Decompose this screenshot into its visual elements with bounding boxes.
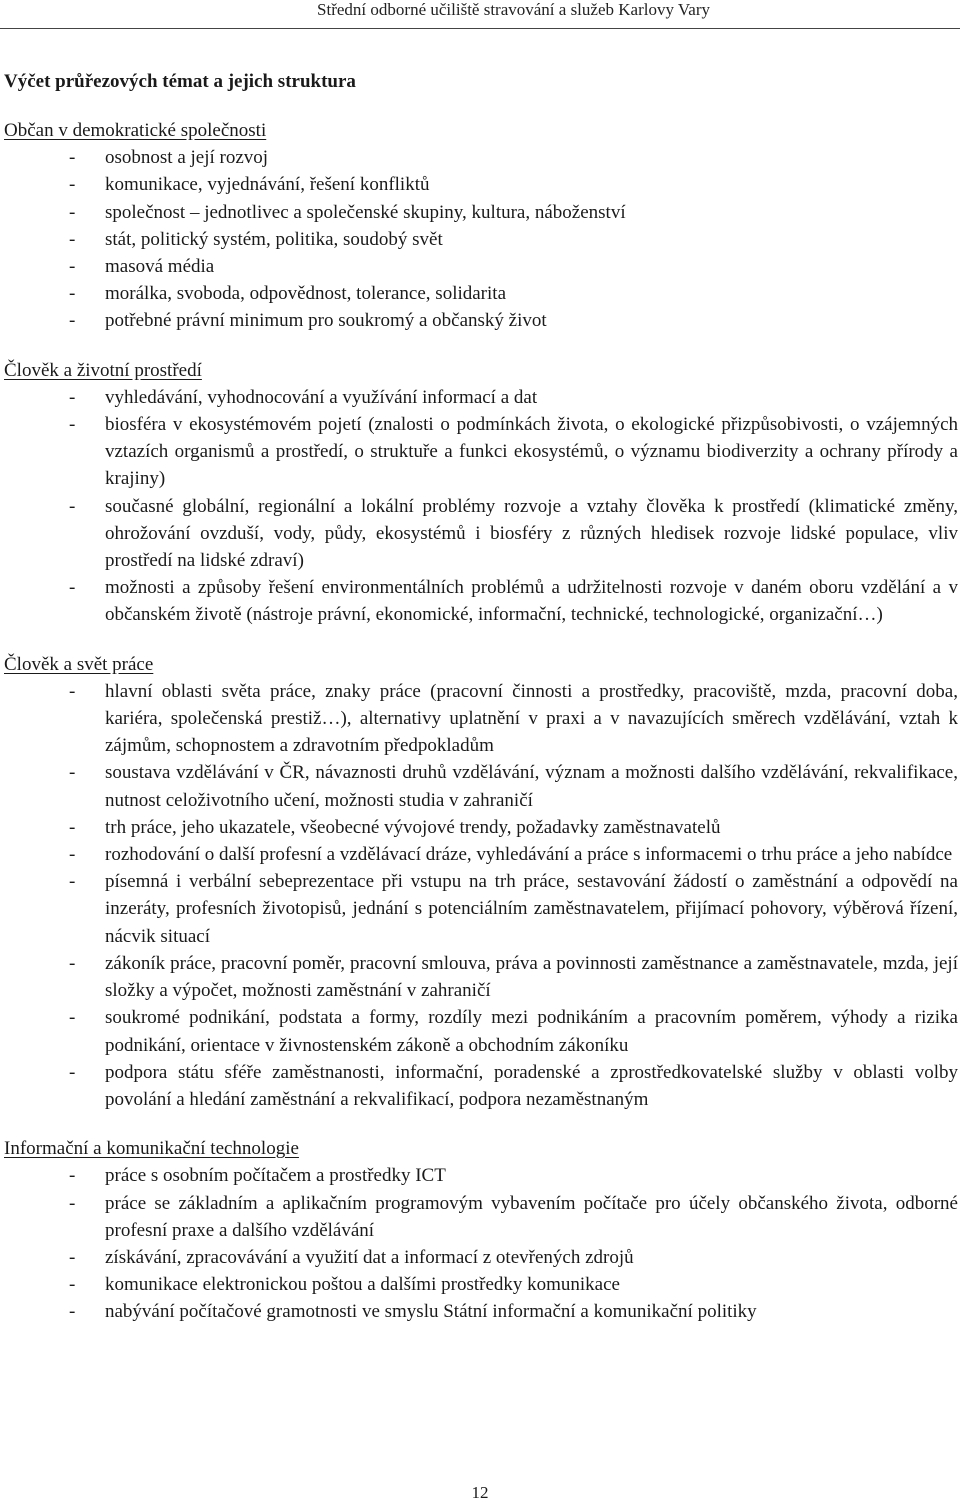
list-item-text: komunikace elektronickou poštou a dalšími prostředky komunikace [105, 1274, 620, 1296]
dash-bullet-icon: - [69, 386, 76, 408]
list-item [4, 280, 958, 307]
document-body [4, 68, 958, 1326]
list-item-text: morálka, svoboda, odpovědnost, tolerance, solidarita [105, 283, 507, 305]
dash-bullet-icon: - [69, 816, 76, 838]
dash-bullet-icon: - [69, 310, 76, 332]
list-item-text: získávání, zpracovávání a využití dat a informací z otevřených zdrojů [105, 1246, 634, 1268]
page-number: 12 [471, 1483, 489, 1502]
section-heading: Informační a komunikační technologie [4, 1138, 299, 1160]
list-item [4, 411, 958, 493]
list-item [4, 226, 958, 253]
dash-bullet-icon: - [69, 680, 76, 702]
section [4, 117, 958, 335]
dash-bullet-icon: - [69, 228, 76, 250]
list-item [4, 574, 958, 628]
page-header: Střední odborné učiliště stravování a služeb Karlovy Vary [317, 0, 710, 19]
dash-bullet-icon: - [69, 1274, 76, 1296]
dash-bullet-icon: - [69, 1061, 76, 1083]
section-heading: Člověk a životní prostředí [4, 359, 202, 381]
list-item [4, 307, 958, 334]
dash-bullet-icon: - [69, 844, 76, 866]
sections-container [4, 117, 958, 1326]
bullet-list [4, 144, 958, 334]
dash-bullet-icon: - [69, 256, 76, 278]
dash-bullet-icon: - [69, 1246, 76, 1268]
section-heading: Občan v demokratické společnosti [4, 120, 267, 141]
list-item [4, 1162, 958, 1189]
dash-bullet-icon: - [69, 762, 76, 784]
list-item [4, 199, 958, 226]
list-item-text: soukromé podnikání, podstata a formy, rozdíly mezi podnikáním a pracovním poměrem, výhody a rizika podnikání, orientace v živnostenském zákoně a obchodním zákoníku [105, 1007, 958, 1056]
list-item [4, 253, 958, 280]
dash-bullet-icon: - [69, 871, 76, 893]
list-item-text: zákoník práce, pracovní poměr, pracovní smlouva, práva a povinnosti zaměstnance a zaměstnavatele, mzda, její složky a výpočet, možnosti zaměstnání v zahraničí [105, 952, 958, 1002]
dash-bullet-icon: - [69, 1301, 76, 1323]
list-item [4, 950, 958, 1004]
list-item-text: biosféra v ekosystémovém pojetí (znalosti o podmínkách života, o ekologické přizpůsobivosti, o vzájemných vztazích organismů a prostředí, o struktuře a funkci ekosystémů, o významu biodiverzity a ochrany přírody a krajiny) [105, 414, 958, 490]
dash-bullet-icon: - [69, 1007, 76, 1029]
list-item [4, 144, 958, 171]
list-item [4, 1004, 958, 1058]
list-item [4, 1190, 958, 1244]
list-item [4, 1244, 958, 1271]
list-item [4, 1271, 958, 1298]
dash-bullet-icon: - [69, 283, 76, 305]
dash-bullet-icon: - [69, 952, 76, 974]
dash-bullet-icon: - [69, 201, 76, 223]
list-item-text: nabývání počítačové gramotnosti ve smyslu Státní informační a komunikační politiky [105, 1301, 757, 1323]
list-item-text: rozhodování o další profesní a vzdělávací dráze, vyhledávání a práce s informacemi o trhu práce a jeho nabídce [105, 844, 953, 866]
list-item [4, 678, 958, 760]
list-item [4, 814, 958, 841]
section [4, 651, 958, 1113]
list-item-text: osobnost a její rozvoj [105, 147, 269, 169]
list-item-text: práce se základním a aplikačním programovým vybavením počítače pro účely občanského života, odborné profesní praxe a dalšího vzdělávání [105, 1192, 958, 1241]
list-item-text: současné globální, regionální a lokální problémy rozvoje a vztahy člověka k prostředí (klimatické změny, ohrožování ovzduší, vody, půdy, ekosystémů i biosféry z různých hledisek rozvoje lidské populace, vliv prostředí na lidské zdraví) [105, 495, 958, 572]
list-item [4, 868, 958, 950]
list-item-text: podpora státu sféře zaměstnanosti, informační, poradenské a zprostředkovatelské služby v oblasti volby povolání a hledání zaměstnání a rekvalifikací, podpora nezaměstnaným [105, 1061, 958, 1110]
list-item-text: stát, politický systém, politika, soudobý svět [105, 228, 443, 250]
list-item [4, 841, 958, 868]
dash-bullet-icon: - [69, 1165, 76, 1187]
list-item-text: písemná i verbální sebeprezentace při vstupu na trh práce, sestavování žádostí o zaměstnání a odpovědí na inzeráty, profesních životopisů, jednání s potenciálním zaměstnavatelem, přijímací pohovory, výběrová řízení, nácvik situací [105, 871, 958, 947]
dash-bullet-icon: - [69, 495, 76, 517]
list-item [4, 759, 958, 813]
list-item-text: hlavní oblasti světa práce, znaky práce (pracovní činnosti a prostředky, pracoviště, mzda, pracovní doba, kariéra, společenská prestiž…), alternativy uplatnění v praxi a v navazujících směrech vzdělávání, vztah k zájmům, schopnostem a zdravotním předpokladům [105, 680, 958, 757]
list-item [4, 384, 958, 411]
list-item [4, 493, 958, 575]
bullet-list [4, 384, 958, 629]
dash-bullet-icon: - [69, 577, 76, 599]
list-item-text: práce s osobním počítačem a prostředky ICT [105, 1165, 446, 1187]
dash-bullet-icon: - [69, 174, 76, 196]
list-item-text: trh práce, jeho ukazatele, všeobecné vývojové trendy, požadavky zaměstnavatelů [105, 816, 721, 838]
list-item-text: možnosti a způsoby řešení environmentálních problémů a udržitelnosti rozvoje v daném oboru vzdělání a v občanském životě (nástroje právní, ekonomické, informační, technické, technologické, organizační…) [105, 577, 958, 626]
section-heading: Člověk a svět práce [4, 653, 154, 675]
header-divider [0, 28, 960, 29]
bullet-list [4, 1162, 958, 1325]
list-item [4, 1298, 958, 1325]
section [4, 357, 958, 629]
list-item-text: masová média [105, 256, 215, 278]
dash-bullet-icon: - [69, 414, 76, 436]
list-item [4, 171, 958, 198]
bullet-list [4, 678, 958, 1113]
list-item-text: vyhledávání, vyhodnocování a využívání informací a dat [105, 386, 538, 408]
section [4, 1135, 958, 1325]
list-item-text: komunikace, vyjednávání, řešení konfliktů [105, 174, 430, 196]
list-item-text: společnost – jednotlivec a společenské skupiny, kultura, náboženství [105, 201, 626, 223]
document-title: Výčet průřezových témat a jejich struktura [4, 71, 356, 92]
list-item [4, 1059, 958, 1113]
list-item-text: soustava vzdělávání v ČR, návaznosti druhů vzdělávání, význam a možnosti dalšího vzdělávání, rekvalifikace, nutnost celoživotního učení, možnosti studia v zahraničí [105, 762, 958, 811]
dash-bullet-icon: - [69, 1192, 76, 1214]
dash-bullet-icon: - [69, 147, 76, 169]
list-item-text: potřebné právní minimum pro soukromý a občanský život [105, 310, 547, 332]
